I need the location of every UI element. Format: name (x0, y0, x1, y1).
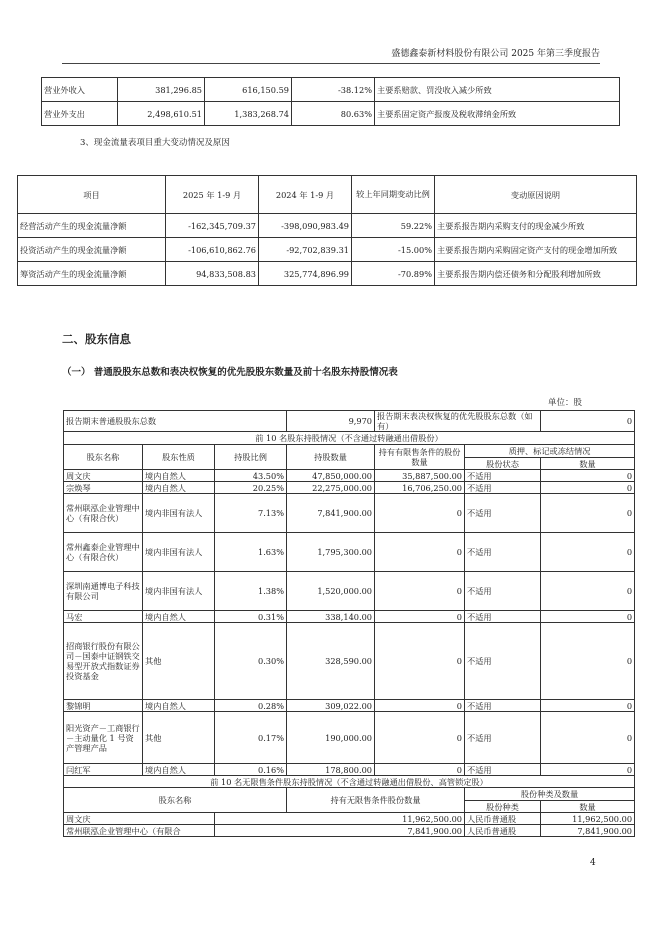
table-cell: 常州联泓企业管理中心（有限合伙） (64, 494, 143, 533)
table-row (64, 572, 635, 611)
page-header: 盛德鑫泰新材料股份有限公司 2025 年第三季度报告 (391, 49, 600, 59)
table-header-row (18, 176, 637, 214)
table-cell: -106,610,862.76 (166, 238, 259, 262)
table-cell: 闫红军 (64, 764, 143, 776)
table-cell: 不适用 (465, 533, 541, 572)
table-row (18, 262, 637, 286)
table-cell: 0 (541, 572, 635, 611)
table-cell: 主要系固定资产报废及税收滞纳金所致 (375, 102, 620, 126)
table-cell: 0 (541, 700, 635, 712)
table-cell: 0 (375, 700, 465, 712)
table-cell: -162,345,709.37 (166, 214, 259, 238)
table-cell: 宗焕琴 (64, 482, 143, 494)
table-cell: 不适用 (465, 482, 541, 494)
table-cell: 0 (541, 712, 635, 764)
table-cell: 190,000.00 (287, 712, 375, 764)
table-cell: 59.22% (352, 214, 435, 238)
table-cell: 178,800.00 (287, 764, 375, 776)
table-cell: 主要系报告期内采购固定资产支付的现金增加所致 (435, 238, 637, 262)
column-header: 股份种类及数量 (465, 788, 635, 801)
table-cell: 0.16% (215, 764, 287, 776)
header-rule (62, 63, 600, 64)
table-cell: 0 (375, 572, 465, 611)
table-row (18, 214, 637, 238)
table-cell: 常州鑫泰企业管理中心（有限合伙） (64, 533, 143, 572)
table-cell: 80.63% (292, 102, 375, 126)
table-cell: 不适用 (465, 572, 541, 611)
table-cell: -70.89% (352, 262, 435, 286)
column-header: 较上年同期变动比例 (352, 176, 435, 214)
table-cell: 不适用 (465, 470, 541, 482)
table-cell: 不适用 (465, 764, 541, 776)
column-header: 数量 (541, 801, 635, 813)
table-row (64, 825, 635, 837)
table-row (18, 238, 637, 262)
total-label: 报告期末普通股股东总数 (64, 411, 287, 432)
table-cell: 营业外支出 (42, 102, 118, 126)
table-cell: 47,850,000.00 (287, 470, 375, 482)
column-header: 持股数量 (287, 445, 375, 470)
column-header: 变动原因说明 (435, 176, 637, 214)
table-cell: 16,706,250.00 (375, 482, 465, 494)
table-cell: 0 (541, 623, 635, 700)
table-cell: 境内自然人 (143, 611, 215, 623)
table-cell: 94,833,508.83 (166, 262, 259, 286)
column-header: 股份状态 (465, 458, 541, 470)
unit-label: 单位：股 (548, 398, 583, 408)
table-cell: -92,702,839.31 (259, 238, 352, 262)
table-header-row (64, 445, 635, 458)
table-cell: 0.30% (215, 623, 287, 700)
column-header: 股份种类 (465, 801, 541, 813)
table-cell: 不适用 (465, 712, 541, 764)
top10-title: 前 10 名股东持股情况（不含通过转融通出借股份） (64, 432, 635, 445)
table-cell: 338,140.00 (287, 611, 375, 623)
table-cell: 常州联泓企业管理中心（有限合 (64, 825, 215, 837)
table-cell: 616,150.59 (205, 78, 292, 102)
table-cell: 境内自然人 (143, 470, 215, 482)
table-row (64, 712, 635, 764)
table-row (64, 470, 635, 482)
table-cell: -398,090,983.49 (259, 214, 352, 238)
table-cell: 阳光资产－工商银行－主动量化 1 号资产管理产品 (64, 712, 143, 764)
section-title: 二、股东信息 (62, 332, 131, 346)
table-cell: 其他 (143, 712, 215, 764)
table-cell: 招商银行股份有限公司－国泰中证钢铁交易型开放式指数证券投资基金 (64, 623, 143, 700)
pref-label: 报告期末表决权恢复的优先股股东总数（如有） (375, 411, 541, 432)
table-row (42, 102, 620, 126)
column-header: 持有无限售条件股份数量 (287, 788, 465, 813)
table-row (64, 623, 635, 700)
table-cell: 人民币普通股 (465, 825, 541, 837)
table-cell: 0 (541, 470, 635, 482)
table-cell: 2,498,610.51 (118, 102, 205, 126)
table-cell: 境内非国有法人 (143, 572, 215, 611)
column-header: 持股比例 (215, 445, 287, 470)
table-row (64, 700, 635, 712)
table-cell: 0 (375, 533, 465, 572)
shareholders-table (63, 410, 635, 837)
table-cell: 营业外收入 (42, 78, 118, 102)
cashflow-table (17, 175, 637, 286)
table-cell: 周文庆 (64, 813, 215, 825)
column-header: 2024 年 1-9 月 (259, 176, 352, 214)
table-row (64, 764, 635, 776)
column-header: 项目 (18, 176, 166, 214)
table-cell: 1,383,268.74 (205, 102, 292, 126)
table-cell: 境内自然人 (143, 700, 215, 712)
table-cell: 0 (541, 482, 635, 494)
section-subtitle: （一） 普通股股东总数和表决权恢复的优先股股东数量及前十名股东持股情况表 (62, 367, 398, 378)
table-cell: -15.00% (352, 238, 435, 262)
table-cell: 0 (375, 623, 465, 700)
table-cell: 0 (541, 764, 635, 776)
table-cell: 328,590.00 (287, 623, 375, 700)
table-cell: 0 (541, 533, 635, 572)
table-cell: 1.63% (215, 533, 287, 572)
table-cell: 马宏 (64, 611, 143, 623)
table-cell: 经营活动产生的现金流量净额 (18, 214, 166, 238)
table-cell: 0 (375, 712, 465, 764)
table-cell: 22,275,000.00 (287, 482, 375, 494)
table-cell: 筹资活动产生的现金流量净额 (18, 262, 166, 286)
table-cell: 43.50% (215, 470, 287, 482)
table-cell: 周文庆 (64, 470, 143, 482)
column-header: 数量 (541, 458, 635, 470)
table-row (64, 494, 635, 533)
table-cell: 0.28% (215, 700, 287, 712)
table-cell: 325,774,896.99 (259, 262, 352, 286)
table-cell: 381,296.85 (118, 78, 205, 102)
total-value: 9,970 (287, 411, 375, 432)
top-table (41, 77, 620, 126)
table-cell: 1.38% (215, 572, 287, 611)
table-cell: 0 (375, 494, 465, 533)
table-cell: 境内非国有法人 (143, 494, 215, 533)
table-cell: 309,022.00 (287, 700, 375, 712)
table-cell: 境内非国有法人 (143, 533, 215, 572)
table-cell: 不适用 (465, 623, 541, 700)
table-cell: 11,962,500.00 (215, 813, 465, 825)
column-header: 股东名称 (64, 445, 143, 470)
table-cell: 主要系报告期内采购支付的现金减少所致 (435, 214, 637, 238)
table-cell: 20.25% (215, 482, 287, 494)
table-row (64, 482, 635, 494)
table-cell: -38.12% (292, 78, 375, 102)
title-row (64, 432, 635, 445)
table-cell: 主要系赔款、罚没收入减少所致 (375, 78, 620, 102)
table-cell: 7,841,900.00 (541, 825, 635, 837)
table-cell: 境内自然人 (143, 482, 215, 494)
table-cell: 0 (541, 494, 635, 533)
table-cell: 7,841,900.00 (215, 825, 465, 837)
table-header-row (64, 788, 635, 801)
table-cell: 0 (375, 764, 465, 776)
table-row (64, 533, 635, 572)
table-cell: 境内自然人 (143, 764, 215, 776)
column-header: 2025 年 1-9 月 (166, 176, 259, 214)
table-row (42, 78, 620, 102)
title-row (64, 776, 635, 788)
cashflow-heading: 3、现金流量表项目重大变动情况及原因 (80, 138, 230, 148)
table-row (64, 813, 635, 825)
column-header: 持有有限售条件的股份数量 (375, 445, 465, 470)
table-cell: 0.17% (215, 712, 287, 764)
table-cell: 1,520,000.00 (287, 572, 375, 611)
table-cell: 其他 (143, 623, 215, 700)
table-cell: 不适用 (465, 700, 541, 712)
unrestricted-title: 前 10 名无限售条件股东持股情况（不含通过转融通出借股份、高管锁定股） (64, 776, 635, 788)
column-header: 股东性质 (143, 445, 215, 470)
table-cell: 7,841,900.00 (287, 494, 375, 533)
table-cell: 投资活动产生的现金流量净额 (18, 238, 166, 262)
table-row (64, 611, 635, 623)
table-cell: 0.31% (215, 611, 287, 623)
table-cell: 人民币普通股 (465, 813, 541, 825)
summary-row (64, 411, 635, 432)
table-cell: 0 (375, 611, 465, 623)
table-cell: 7.13% (215, 494, 287, 533)
table-cell: 0 (541, 611, 635, 623)
table-cell: 黎锦明 (64, 700, 143, 712)
table-cell: 主要系报告期内偿还债务和分配股利增加所致 (435, 262, 637, 286)
table-cell: 不适用 (465, 494, 541, 533)
table-cell: 深圳南通博电子科技有限公司 (64, 572, 143, 611)
column-header: 质押、标记或冻结情况 (465, 445, 635, 458)
page-number: 4 (590, 858, 596, 868)
table-cell: 11,962,500.00 (541, 813, 635, 825)
table-cell: 1,795,300.00 (287, 533, 375, 572)
table-cell: 35,887,500.00 (375, 470, 465, 482)
pref-value: 0 (541, 411, 635, 432)
table-cell: 不适用 (465, 611, 541, 623)
column-header: 股东名称 (64, 788, 287, 813)
